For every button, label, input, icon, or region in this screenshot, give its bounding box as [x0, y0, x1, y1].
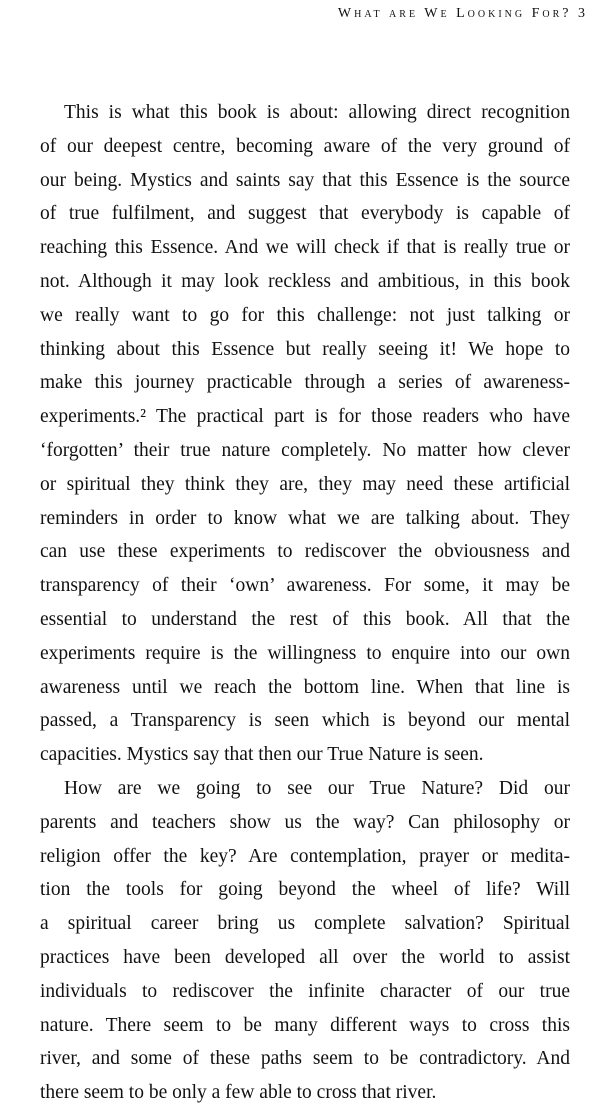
- text-line: reaching this Essence. And we will check if that is really true or: [40, 237, 570, 259]
- text-line: reminders in order to know what we are talking about. They: [40, 507, 570, 529]
- text-line: passed, a Transparency is seen which is beyond our mental: [40, 710, 570, 732]
- text-line: thinking about this Essence but really seeing it! We hope to: [40, 338, 570, 360]
- body-text: [40, 96, 570, 1110]
- text-line: essential to understand the rest of this book. All that the: [40, 608, 570, 630]
- text-line: This is what this book is about: allowing direct recognition: [64, 102, 570, 123]
- text-line: parents and teachers show us the way? Can philosophy or: [40, 811, 570, 833]
- paragraph: [40, 96, 570, 772]
- text-line: awareness until we reach the bottom line. When that line is: [40, 676, 570, 698]
- text-line: practices have been developed all over the world to assist: [40, 946, 570, 968]
- text-line: our being. Mystics and saints say that this Essence is the source: [40, 169, 570, 191]
- text-line: there seem to be only a few able to cross that river.: [40, 1082, 437, 1104]
- text-line: capacities. Mystics say that then our True Nature is seen.: [40, 744, 484, 766]
- text-line: transparency of their ‘own’ awareness. For some, it may be: [40, 575, 570, 597]
- paragraph: [40, 772, 570, 1110]
- running-title: What are We Looking For?: [337, 6, 572, 21]
- text-line: How are we going to see our True Nature? Did our: [64, 777, 570, 799]
- text-line: or spiritual they think they are, they may need these artificial: [40, 473, 570, 495]
- text-line: religion offer the key? Are contemplation, prayer or medita-: [40, 845, 570, 867]
- text-line: experiments.² The practical part is for those readers who have: [40, 406, 570, 428]
- text-line: we really want to go for this challenge: not just talking or: [40, 304, 570, 326]
- text-line: tion the tools for going beyond the wheel of life? Will: [40, 879, 570, 901]
- text-line: ‘forgotten’ their true nature completely. No matter how clever: [40, 439, 570, 461]
- text-line: experiments require is the willingness to enquire into our own: [40, 642, 570, 664]
- page-number: 3: [578, 6, 588, 21]
- text-line: a spiritual career bring us complete salvation? Spiritual: [40, 913, 570, 935]
- running-header: [338, 6, 588, 22]
- text-line: make this journey practicable through a series of awareness-: [40, 372, 570, 394]
- text-line: not. Although it may look reckless and ambitious, in this book: [40, 270, 570, 292]
- text-line: of true fulfilment, and suggest that everybody is capable of: [40, 203, 570, 225]
- text-line: of our deepest centre, becoming aware of the very ground of: [40, 135, 570, 157]
- text-line: nature. There seem to be many different ways to cross this: [40, 1014, 570, 1036]
- text-line: river, and some of these paths seem to be contradictory. And: [40, 1048, 570, 1070]
- text-line: can use these experiments to rediscover the obviousness and: [40, 541, 570, 563]
- text-line: individuals to rediscover the infinite character of our true: [40, 980, 570, 1002]
